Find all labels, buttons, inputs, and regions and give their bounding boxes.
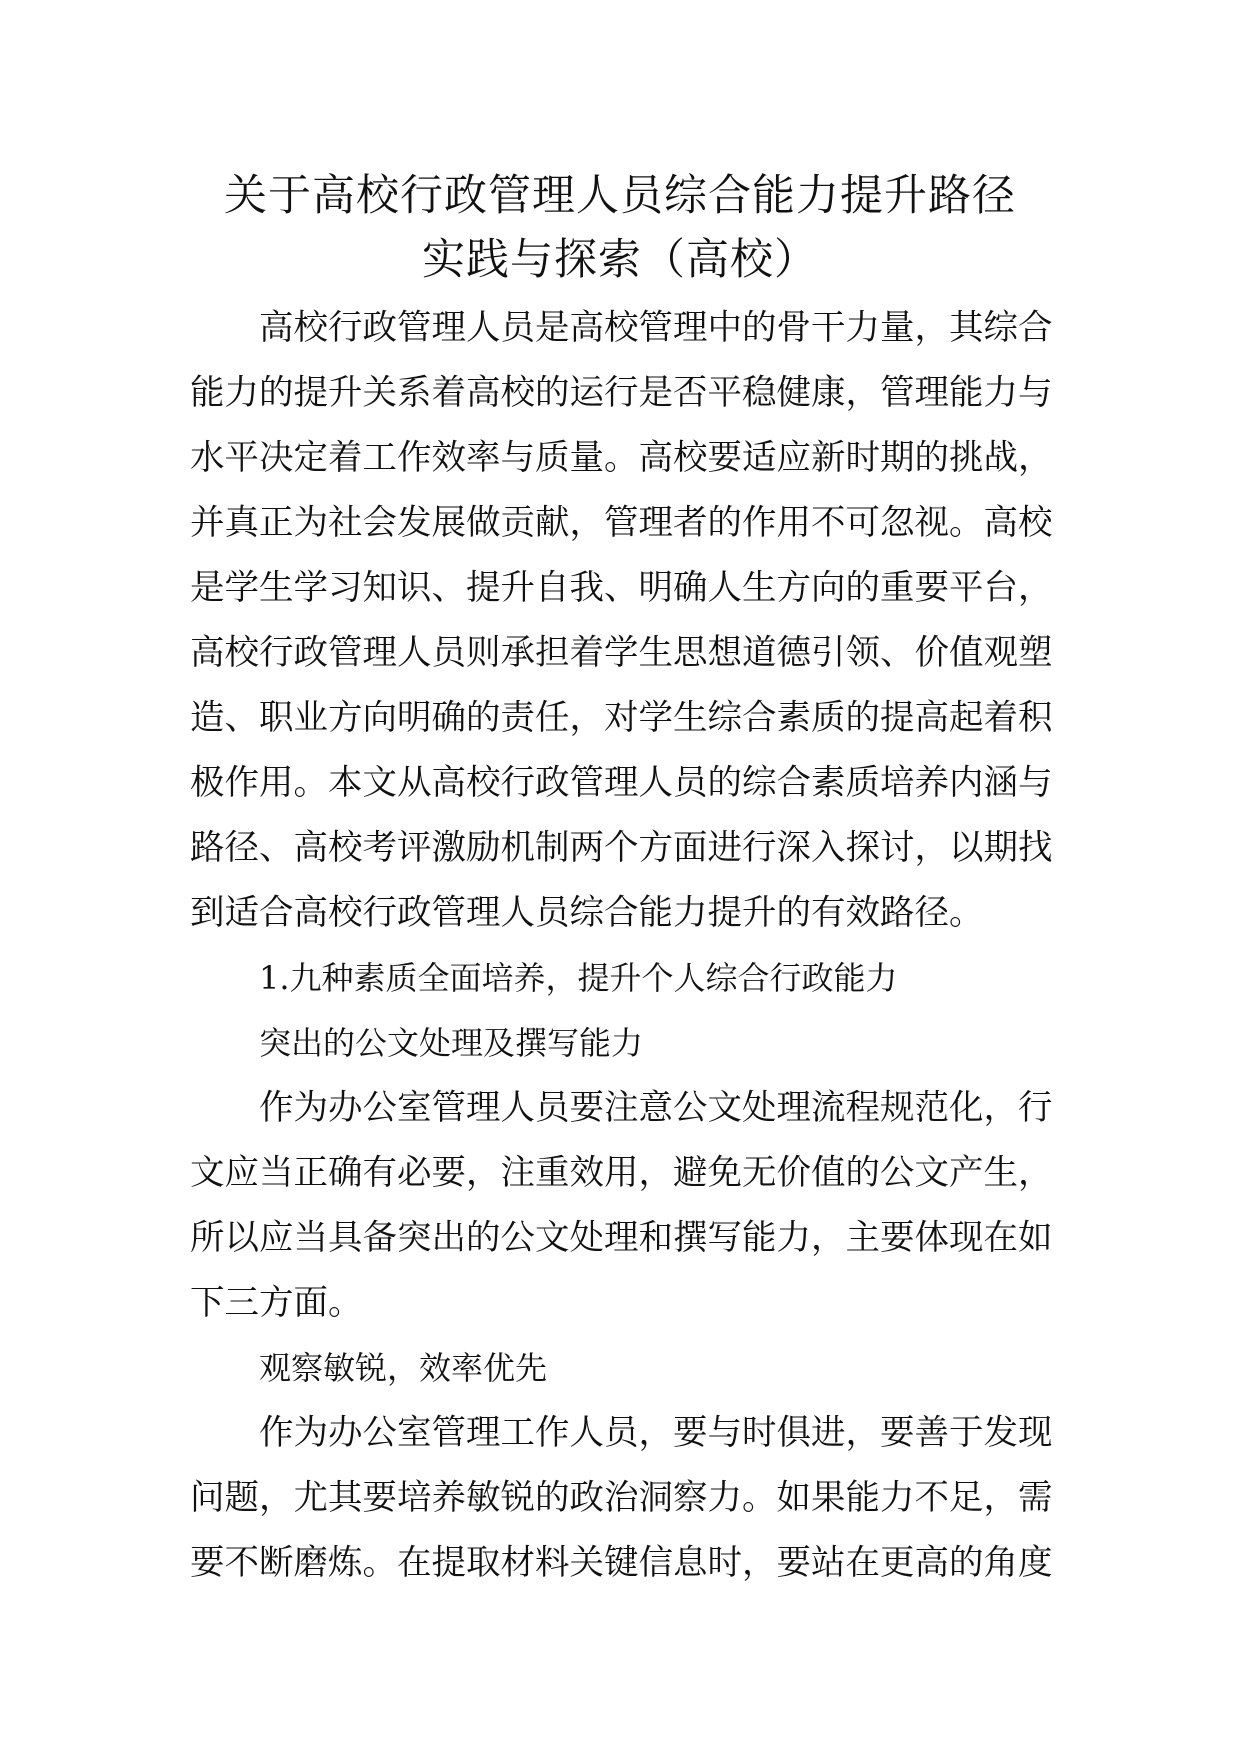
document-title (150, 164, 1090, 292)
text-line: 路径、高校考评激励机制两个方面进行深入探讨，以期找 (190, 828, 1053, 868)
text-line: 问题，尤其要培养敏锐的政治洞察力。如果能力不足，需 (190, 1478, 1053, 1518)
subsection-heading: 观察敏锐，效率优先 (259, 1349, 548, 1387)
document-body (190, 296, 1060, 1596)
subsection-heading: 突出的公文处理及撰写能力 (259, 1024, 644, 1062)
title-line-1: 关于高校行政管理人员综合能力提升路径 (224, 171, 1016, 221)
section-heading: 1.九种素质全面培养，提升个人综合行政能力 (259, 959, 898, 997)
text-line: 水平决定着工作效率与质量。高校要适应新时期的挑战， (190, 438, 1053, 478)
title-line-2: 实践与探索（高校） (422, 235, 818, 285)
text-line: 到适合高校行政管理人员综合能力提升的有效路径。 (190, 893, 984, 933)
text-line: 能力的提升关系着高校的运行是否平稳健康，管理能力与 (190, 373, 1053, 413)
text-line: 作为办公室管理工作人员，要与时俱进，要善于发现 (259, 1413, 1053, 1453)
text-line: 下三方面。 (190, 1283, 363, 1323)
text-line: 作为办公室管理人员要注意公文处理流程规范化，行 (259, 1088, 1053, 1128)
text-line: 造、职业方向明确的责任，对学生综合素质的提高起着积 (190, 698, 1053, 738)
text-line: 高校行政管理人员则承担着学生思想道德引领、价值观塑 (190, 633, 1053, 673)
text-line: 极作用。本文从高校行政管理人员的综合素质培养内涵与 (190, 763, 1053, 803)
text-line: 要不断磨炼。在提取材料关键信息时，要站在更高的角度 (190, 1543, 1053, 1583)
text-line: 并真正为社会发展做贡献，管理者的作用不可忽视。高校 (190, 503, 1053, 543)
text-line: 所以应当具备突出的公文处理和撰写能力，主要体现在如 (190, 1218, 1053, 1258)
text-line: 高校行政管理人员是高校管理中的骨干力量，其综合 (259, 308, 1053, 348)
text-line: 文应当正确有必要，注重效用，避免无价值的公文产生， (190, 1153, 1053, 1193)
text-line: 是学生学习知识、提升自我、明确人生方向的重要平台， (190, 568, 1053, 608)
